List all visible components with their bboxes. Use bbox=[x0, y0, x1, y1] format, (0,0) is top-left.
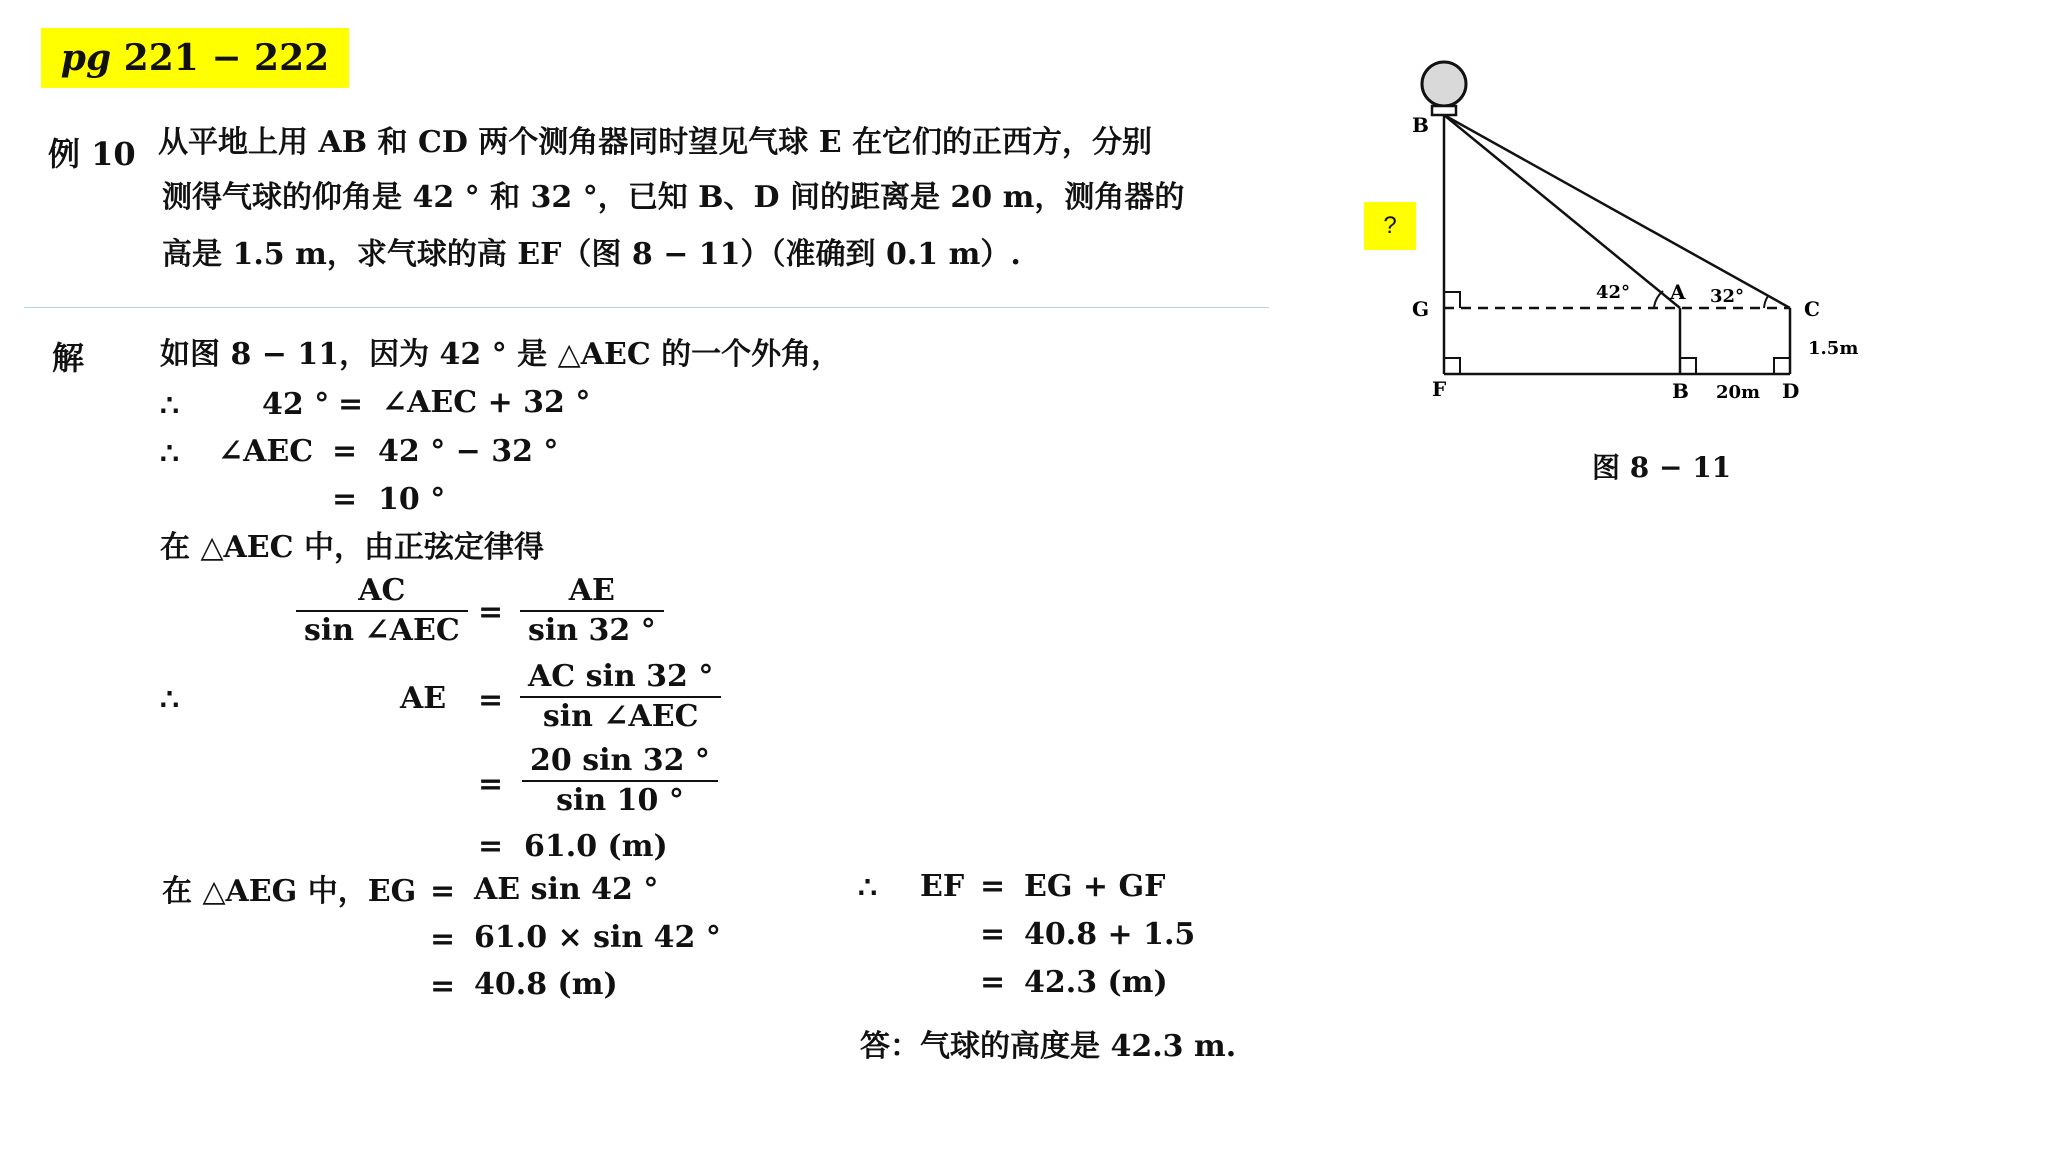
eg-intro: 在 △AEG 中，EG bbox=[162, 874, 417, 909]
therefore-symbol: ∴ bbox=[858, 871, 878, 906]
right-angle-mark-g bbox=[1444, 292, 1460, 308]
step1-rhs: ∠AEC + 32 ° bbox=[382, 385, 591, 420]
fraction-denominator: sin 10 ° bbox=[556, 783, 684, 818]
question-marker: ? bbox=[1364, 202, 1416, 250]
eg-equals-1: = bbox=[430, 874, 456, 909]
balloon-icon bbox=[1422, 62, 1466, 106]
page-reference-tag bbox=[41, 28, 349, 88]
right-angle-mark-b bbox=[1680, 358, 1696, 374]
angle-arc-c bbox=[1764, 296, 1768, 308]
ae-equals-3: = bbox=[478, 829, 504, 864]
ae-lhs: AE bbox=[400, 681, 447, 716]
point-label-a: A bbox=[1670, 280, 1686, 304]
step3-equals: = bbox=[332, 482, 358, 517]
point-label-b: B bbox=[1672, 379, 1689, 403]
problem-line-1: 从平地上用 AB 和 CD 两个测角器同时望见气球 E 在它们的正西方，分别 bbox=[158, 125, 1153, 160]
figure-caption: 图 8 − 11 bbox=[1592, 451, 1732, 484]
ef-rhs-1: EG + GF bbox=[1024, 869, 1166, 904]
problem-line-3: 高是 1.5 m，求气球的高 EF（图 8 − 11）（准确到 0.1 m）. bbox=[162, 237, 1021, 272]
balloon-basket bbox=[1432, 106, 1456, 115]
fraction-20sin32-over-sin10 bbox=[522, 743, 718, 818]
eg-rhs-1: AE sin 42 ° bbox=[474, 872, 659, 907]
step3-rhs: 10 ° bbox=[378, 482, 446, 517]
right-angle-mark-d bbox=[1774, 358, 1790, 374]
step2-rhs: 42 ° − 32 ° bbox=[378, 434, 559, 469]
eg-rhs-3: 40.8 (m) bbox=[474, 967, 618, 1002]
page-ref-prefix: pg bbox=[60, 37, 112, 79]
step2-equals: = bbox=[332, 434, 358, 469]
ef-lhs: EF bbox=[920, 869, 965, 904]
fraction-ac-over-sin-aec bbox=[296, 573, 468, 648]
sine-law-equals: = bbox=[478, 595, 504, 630]
point-label-g: G bbox=[1412, 297, 1430, 321]
point-label-e: B bbox=[1412, 113, 1429, 137]
ae-result: 61.0 (m) bbox=[524, 829, 668, 864]
eg-equals-2: = bbox=[430, 922, 456, 957]
ae-equals: = bbox=[478, 683, 504, 718]
sight-line-ec bbox=[1444, 115, 1790, 308]
solution-label: 解 bbox=[52, 339, 85, 377]
eg-equals-3: = bbox=[430, 969, 456, 1004]
figure-8-11-diagram bbox=[1380, 50, 1880, 410]
fraction-ae-over-sin32 bbox=[520, 573, 664, 648]
step2-lhs: ∠AEC bbox=[218, 434, 314, 469]
height-label: 1.5m bbox=[1808, 338, 1859, 359]
ef-rhs-3: 42.3 (m) bbox=[1024, 965, 1168, 1000]
angle-arc-a bbox=[1654, 291, 1663, 308]
solution-intro: 如图 8 − 11，因为 42 ° 是 △AEC 的一个外角， bbox=[160, 337, 842, 372]
page-ref-range: 221 − 222 bbox=[111, 37, 330, 79]
angle-label-42: 42° bbox=[1596, 282, 1631, 303]
therefore-symbol: ∴ bbox=[160, 389, 180, 424]
fraction-numerator: AC sin 32 ° bbox=[520, 662, 721, 698]
sight-line-ea bbox=[1444, 115, 1680, 308]
step1-lhs: 42 ° bbox=[262, 387, 330, 422]
distance-label: 20m bbox=[1716, 382, 1761, 403]
example-label: 例 10 bbox=[48, 135, 136, 173]
answer-text: 答：气球的高度是 42.3 m. bbox=[860, 1029, 1237, 1064]
fraction-ac-sin32-over-sin-aec bbox=[520, 659, 721, 734]
section-divider bbox=[24, 307, 1269, 308]
problem-line-2: 测得气球的仰角是 42 ° 和 32 °，已知 B、D 间的距离是 20 m，测角器的 bbox=[162, 180, 1185, 215]
right-angle-mark-f bbox=[1444, 358, 1460, 374]
fraction-numerator: AE bbox=[520, 576, 664, 612]
eg-rhs-2: 61.0 × sin 42 ° bbox=[474, 920, 721, 955]
therefore-symbol: ∴ bbox=[160, 683, 180, 718]
therefore-symbol: ∴ bbox=[160, 437, 180, 472]
fraction-denominator: sin ∠AEC bbox=[304, 613, 460, 648]
sine-law-intro: 在 △AEC 中，由正弦定律得 bbox=[160, 530, 544, 565]
ef-equals-1: = bbox=[980, 869, 1006, 904]
ef-equals-2: = bbox=[980, 917, 1006, 952]
fraction-numerator: AC bbox=[296, 576, 468, 612]
fraction-numerator: 20 sin 32 ° bbox=[522, 746, 718, 782]
ae-equals-2: = bbox=[478, 767, 504, 802]
point-label-d: D bbox=[1782, 379, 1800, 403]
fraction-denominator: sin ∠AEC bbox=[542, 699, 699, 734]
point-label-c: C bbox=[1804, 297, 1820, 321]
point-label-f: F bbox=[1432, 377, 1447, 401]
angle-label-32: 32° bbox=[1710, 286, 1745, 307]
ef-equals-3: = bbox=[980, 965, 1006, 1000]
step1-equals: = bbox=[338, 387, 364, 422]
ef-rhs-2: 40.8 + 1.5 bbox=[1024, 917, 1196, 952]
fraction-denominator: sin 32 ° bbox=[528, 613, 656, 648]
